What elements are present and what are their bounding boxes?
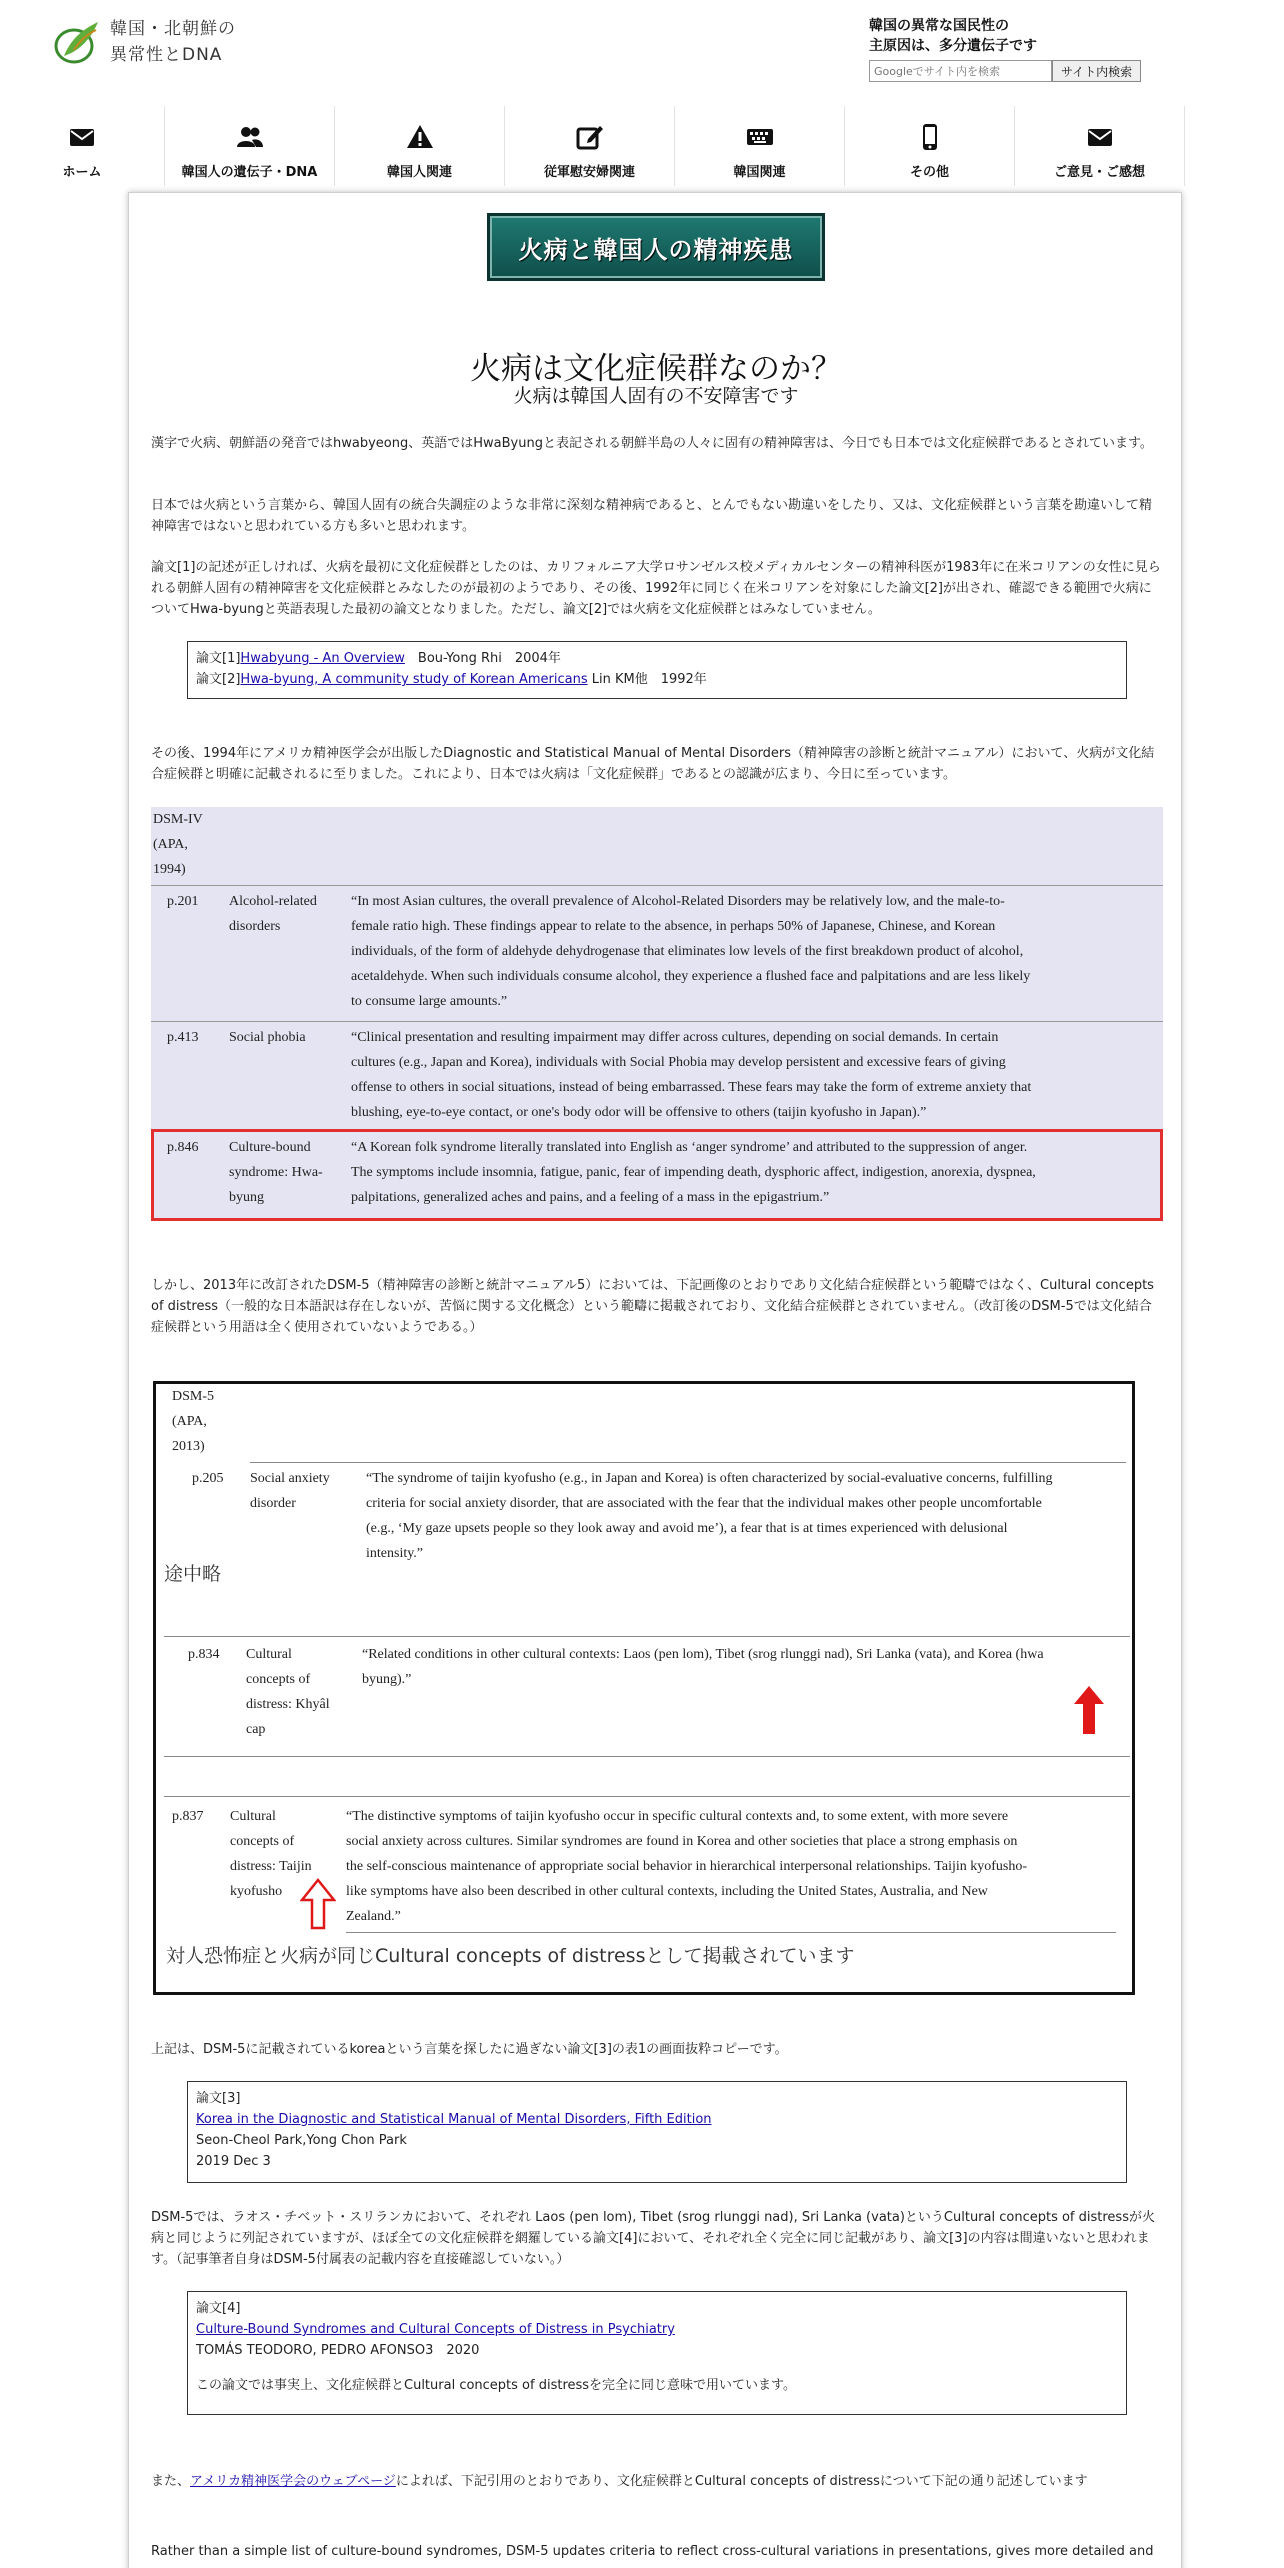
reference-box-1-2 (187, 641, 1127, 699)
nav-label: ホーム (62, 165, 102, 180)
envelope-icon (68, 123, 96, 151)
term: Social phobia (229, 1030, 306, 1045)
description: “Related conditions in other cultural contexts: Laos (pen lom), Tibet (srog rlunggi nad), Sri Lanka (vata), and Korea (hwa byung).” (362, 1647, 1044, 1687)
nav-label: その他 (909, 165, 949, 180)
page-ref: p.846 (167, 1140, 199, 1155)
envelope-icon (1086, 123, 1114, 151)
article-banner (487, 213, 825, 281)
row-divider (151, 1021, 1163, 1022)
row-divider (164, 1636, 1130, 1637)
ref-date: 2019 Dec 3 (196, 2154, 271, 2169)
ref-3-link[interactable]: Korea in the Diagnostic and Statistical Manual of Mental Disorders, Fifth Edition (196, 2112, 712, 2127)
nav-item-feedback[interactable] (1015, 106, 1185, 186)
paragraph-7: DSM-5では、ラオス・チベット・スリランカにおいて、それぞれ Laos (pen lom), Tibet (srog rlunggi nad), Sri Lanka (vata)というCultural concepts of distressが火病と同じように列記されていますが、ほぼ全ての文化症候群を網羅している論文[4]において、それぞれ全く完全に同じ記載があり、論文[3]の内容は間違いないと思われます。（記事筆者自身はDSM-5付属表の記載内容を直接確認していない。） (151, 2210, 1155, 2267)
article-card (128, 192, 1182, 2568)
term: Cultural concepts of distress: Khyâl cap (246, 1647, 330, 1737)
description: “Clinical presentation and resulting impairment may differ across cultures, depending on social demands. In certain cultures (e.g., Japan and Korea), individuals with Social Phobia may develop persistent and excessive fears of giving offense to others in social situations, instead of being embarrassed. These fears may take the form of extreme anxiety that blushing, eye-to-eye contact, or one's body odor will be offensive to others (taijin kyofusho in Japan).” (351, 1030, 1032, 1120)
row-divider (250, 1462, 1126, 1463)
page-ref: p.205 (192, 1471, 224, 1486)
ref-authors: Seon-Cheol Park,Yong Chon Park (196, 2133, 407, 2148)
paragraph-1: 漢字で火病、朝鮮語の発音ではhwabyeong、英語ではHwaByungと表記される朝鮮半島の人々に固有の精神障害は、今日でも日本では文化症候群であるとされています。 (151, 436, 1153, 451)
dsm5-heading: DSM-5 (APA, 2013) (172, 1389, 215, 1454)
users-icon (236, 123, 264, 151)
mobile-icon (916, 123, 944, 151)
highlight-box (151, 1129, 1163, 1221)
site-search (869, 60, 1141, 82)
page-subtitle: 火病は韓国人固有の不安障害です (513, 385, 799, 407)
nav-label: 従軍慰安婦関連 (543, 165, 635, 180)
search-input[interactable] (869, 60, 1052, 82)
nav-item-koreans[interactable] (335, 106, 505, 186)
description: “The syndrome of taijin kyofusho (e.g., in Japan and Korea) is often characterized by social-evaluative concerns, fulfilling criteria for social anxiety disorder, that are associated with the fear that the individual makes other people uncomfortable (e.g., ‘My gaze upsets people so they look away and avoid me’), a fear that is at times experienced with delusional intensity.” (366, 1471, 1053, 1561)
row-divider (346, 1932, 1116, 1933)
paragraph-2: 日本では火病という言葉から、韓国人固有の統合失調症のような非常に深刻な精神病であると、とんでもない勘違いをしたり、又は、文化症候群という言葉を勘違いして精神障害ではないと思われている方も多いと思われます。 (151, 498, 1153, 534)
page-ref: p.413 (167, 1030, 199, 1045)
term: Social anxiety disorder (250, 1471, 330, 1511)
ref-label: 論文[4] (196, 2301, 241, 2316)
page-title: 火病は文化症候群なのか？ (470, 351, 842, 387)
paragraph-5: しかし、2013年に改訂されたDSM-5（精神障害の診断と統計マニュアル5）においては、下記画像のとおりであり文化結合症候群という範疇ではなく、Cultural concepts of distress（一般的な日本語訳は存在しないが、苦悩に関する文化概念）という範疇に掲載されており、文化結合症候群とされていません。（改訂後のDSM-5では文化結合症候群という用語は全く使用されていないようである。） (151, 1278, 1154, 1335)
site-header (0, 0, 1284, 100)
ref-meta: Lin KM他 1992年 (587, 672, 707, 687)
nav-item-home[interactable] (0, 106, 165, 186)
nav-item-comfort-women[interactable] (505, 106, 675, 186)
ref-note: この論文では事実上、文化症候群とCultural concepts of distressを完全に同じ意味で用いています。 (196, 2378, 797, 2393)
ref-1-link[interactable]: Hwabyung - An Overview (240, 651, 405, 666)
site-logo[interactable] (52, 16, 236, 68)
nav-label: 韓国人の遺伝子・DNA (181, 165, 318, 180)
heading-line: 1994) (153, 862, 186, 877)
heading-line: DSM-IV (153, 812, 203, 827)
term: Cultural concepts of distress: Taijin kyofusho (230, 1809, 312, 1899)
term: Alcohol-related disorders (229, 894, 317, 934)
ref-meta: Bou-Yong Rhi 2004年 (404, 651, 561, 666)
paragraph-3: 論文[1]の記述が正しければ、火病を最初に文化症候群としたのは、カリフォルニア大学ロサンゼルス校メディカルセンターの精神科医が1983年に在米コリアンの女性に見られる朝鮮人固有の精神障害を文化症候群とみなしたのが最初のようであり、その後、1992年に同じく在米コリアンを対象にした論文[2]が出され、確認できる範囲で火病についてHwa-byungと英語表現した最初の論文となりました。ただし、論文[2]では火病を文化症候群とはみなしていません。 (151, 560, 1161, 617)
dsm4-heading (151, 807, 231, 882)
term: Culture-bound syndrome: Hwa- byung (229, 1140, 323, 1205)
row-divider (164, 1796, 1130, 1797)
nav-item-korea[interactable] (675, 106, 845, 186)
description: “In most Asian cultures, the overall prevalence of Alcohol-Related Disorders may be relatively low, and the male-to- female ratio high. These findings appear to relate to the absence, in perhaps 50% of Japanese, Chinese, and Korean individuals, of the form of aldehyde dehydrogenase that eliminates low levels of the first breakdown product of alcohol, acetaldehyde. When such individuals consume alcohol, they experience a flushed face and palpitations and are less likely to consume large amounts.” (351, 894, 1031, 1009)
paragraph-4: その後、1994年にアメリカ精神医学会が出版したDiagnostic and Statistical Manual of Mental Disorders（精神障害の診断と統計マニュアル）において、火病が文化結合症候群と明確に記載されるに至りました。これにより、日本では火病は「文化症候群」であるとの認識が広まり、今日に至っています。 (151, 746, 1155, 782)
nav-label: ご意見・ご感想 (1053, 165, 1145, 180)
ref-label: 論文[3] (196, 2091, 241, 2106)
search-button[interactable]: サイト内検索 (1052, 60, 1141, 82)
dsm4-excerpt-image (151, 807, 1163, 1221)
apa-webpage-link[interactable]: アメリカ精神医学会のウェブページ (190, 2474, 396, 2489)
nav-item-dna[interactable] (165, 106, 335, 186)
logo-text (110, 16, 236, 68)
keyboard-icon (746, 123, 774, 151)
omission-note: 途中略 (164, 1563, 222, 1585)
hollow-red-arrow-up-icon (300, 1878, 336, 1930)
page-ref: p.201 (167, 894, 199, 909)
logo-line-2: 異常性とDNA (110, 45, 223, 65)
row-divider (164, 1756, 1130, 1757)
page-ref: p.834 (188, 1647, 220, 1662)
dsm5-caption: 対人恐怖症と火病が同じCultural concepts of distressとして掲載されています (166, 1945, 855, 1967)
main-nav (0, 106, 1284, 186)
ref-2-link[interactable]: Hwa-byung, A community study of Korean Americans (240, 672, 588, 687)
reference-2 (196, 669, 1118, 690)
dsm5-excerpt-image (153, 1381, 1135, 1995)
heading-line: (APA, (153, 837, 188, 852)
reference-box-3 (187, 2081, 1127, 2183)
ref-label: 論文[2] (196, 672, 241, 687)
edit-icon (576, 123, 604, 151)
paragraph-9: Rather than a simple list of culture-bound syndromes, DSM-5 updates criteria to reflect cross-cultural variations in presentations, gives more detailed and (151, 2544, 1154, 2559)
page-ref: p.837 (172, 1809, 204, 1824)
paragraph-8: また、アメリカ精神医学会のウェブページによれば、下記引用のとおりであり、文化症候群とCultural concepts of distressについて下記の通り記述しています (151, 2474, 1088, 2489)
leaf-logo-icon (52, 16, 106, 68)
tagline-line-1: 韓国の異常な国民性の (869, 18, 1009, 34)
nav-label: 韓国人関連 (386, 165, 452, 180)
paragraph-6: 上記は、DSM-5に記載されているkoreaという言葉を探したに過ぎない論文[3]の表1の画面抜粋コピーです。 (151, 2042, 788, 2057)
description: “A Korean folk syndrome literally translated into English as ‘anger syndrome’ and attributed to the suppression of anger. The symptoms include insomnia, fatigue, panic, fear of impending death, dysphoric affect, indigestion, anorexia, dyspnea, palpitations, generalized aches and pains, and a feeling of a mass in the epigastrium.” (351, 1140, 1036, 1205)
ref-4-link[interactable]: Culture-Bound Syndromes and Cultural Concepts of Distress in Psychiatry (196, 2322, 675, 2337)
nav-item-other[interactable] (845, 106, 1015, 186)
description: “The distinctive symptoms of taijin kyofusho occur in specific cultural contexts and, to some extent, with more severe social anxiety across cultures. Similar syndromes are found in Korea and other societies that place a strong emphasis on the self-conscious maintenance of appropriate social behavior in hierarchical interpersonal relationships. Taijin kyofusho- like symptoms have also been described in other cultural contexts, including the United States, Australia, and New Zealand.” (346, 1809, 1028, 1924)
site-tagline (869, 16, 1037, 56)
reference-box-4 (187, 2291, 1127, 2415)
ref-label: 論文[1] (196, 651, 241, 666)
red-arrow-up-icon (1074, 1686, 1104, 1734)
ref-authors: TOMÁS TEODORO, PEDRO AFONSO3 2020 (196, 2343, 480, 2358)
logo-line-1: 韓国・北朝鮮の (110, 19, 236, 39)
nav-label: 韓国関連 (733, 165, 786, 180)
warning-icon (406, 123, 434, 151)
banner-text: 火病と韓国人の精神疾患 (518, 235, 794, 264)
row-divider (151, 885, 1163, 886)
tagline-line-2: 主原因は、多分遺伝子です (869, 38, 1037, 54)
reference-1 (196, 648, 1118, 669)
